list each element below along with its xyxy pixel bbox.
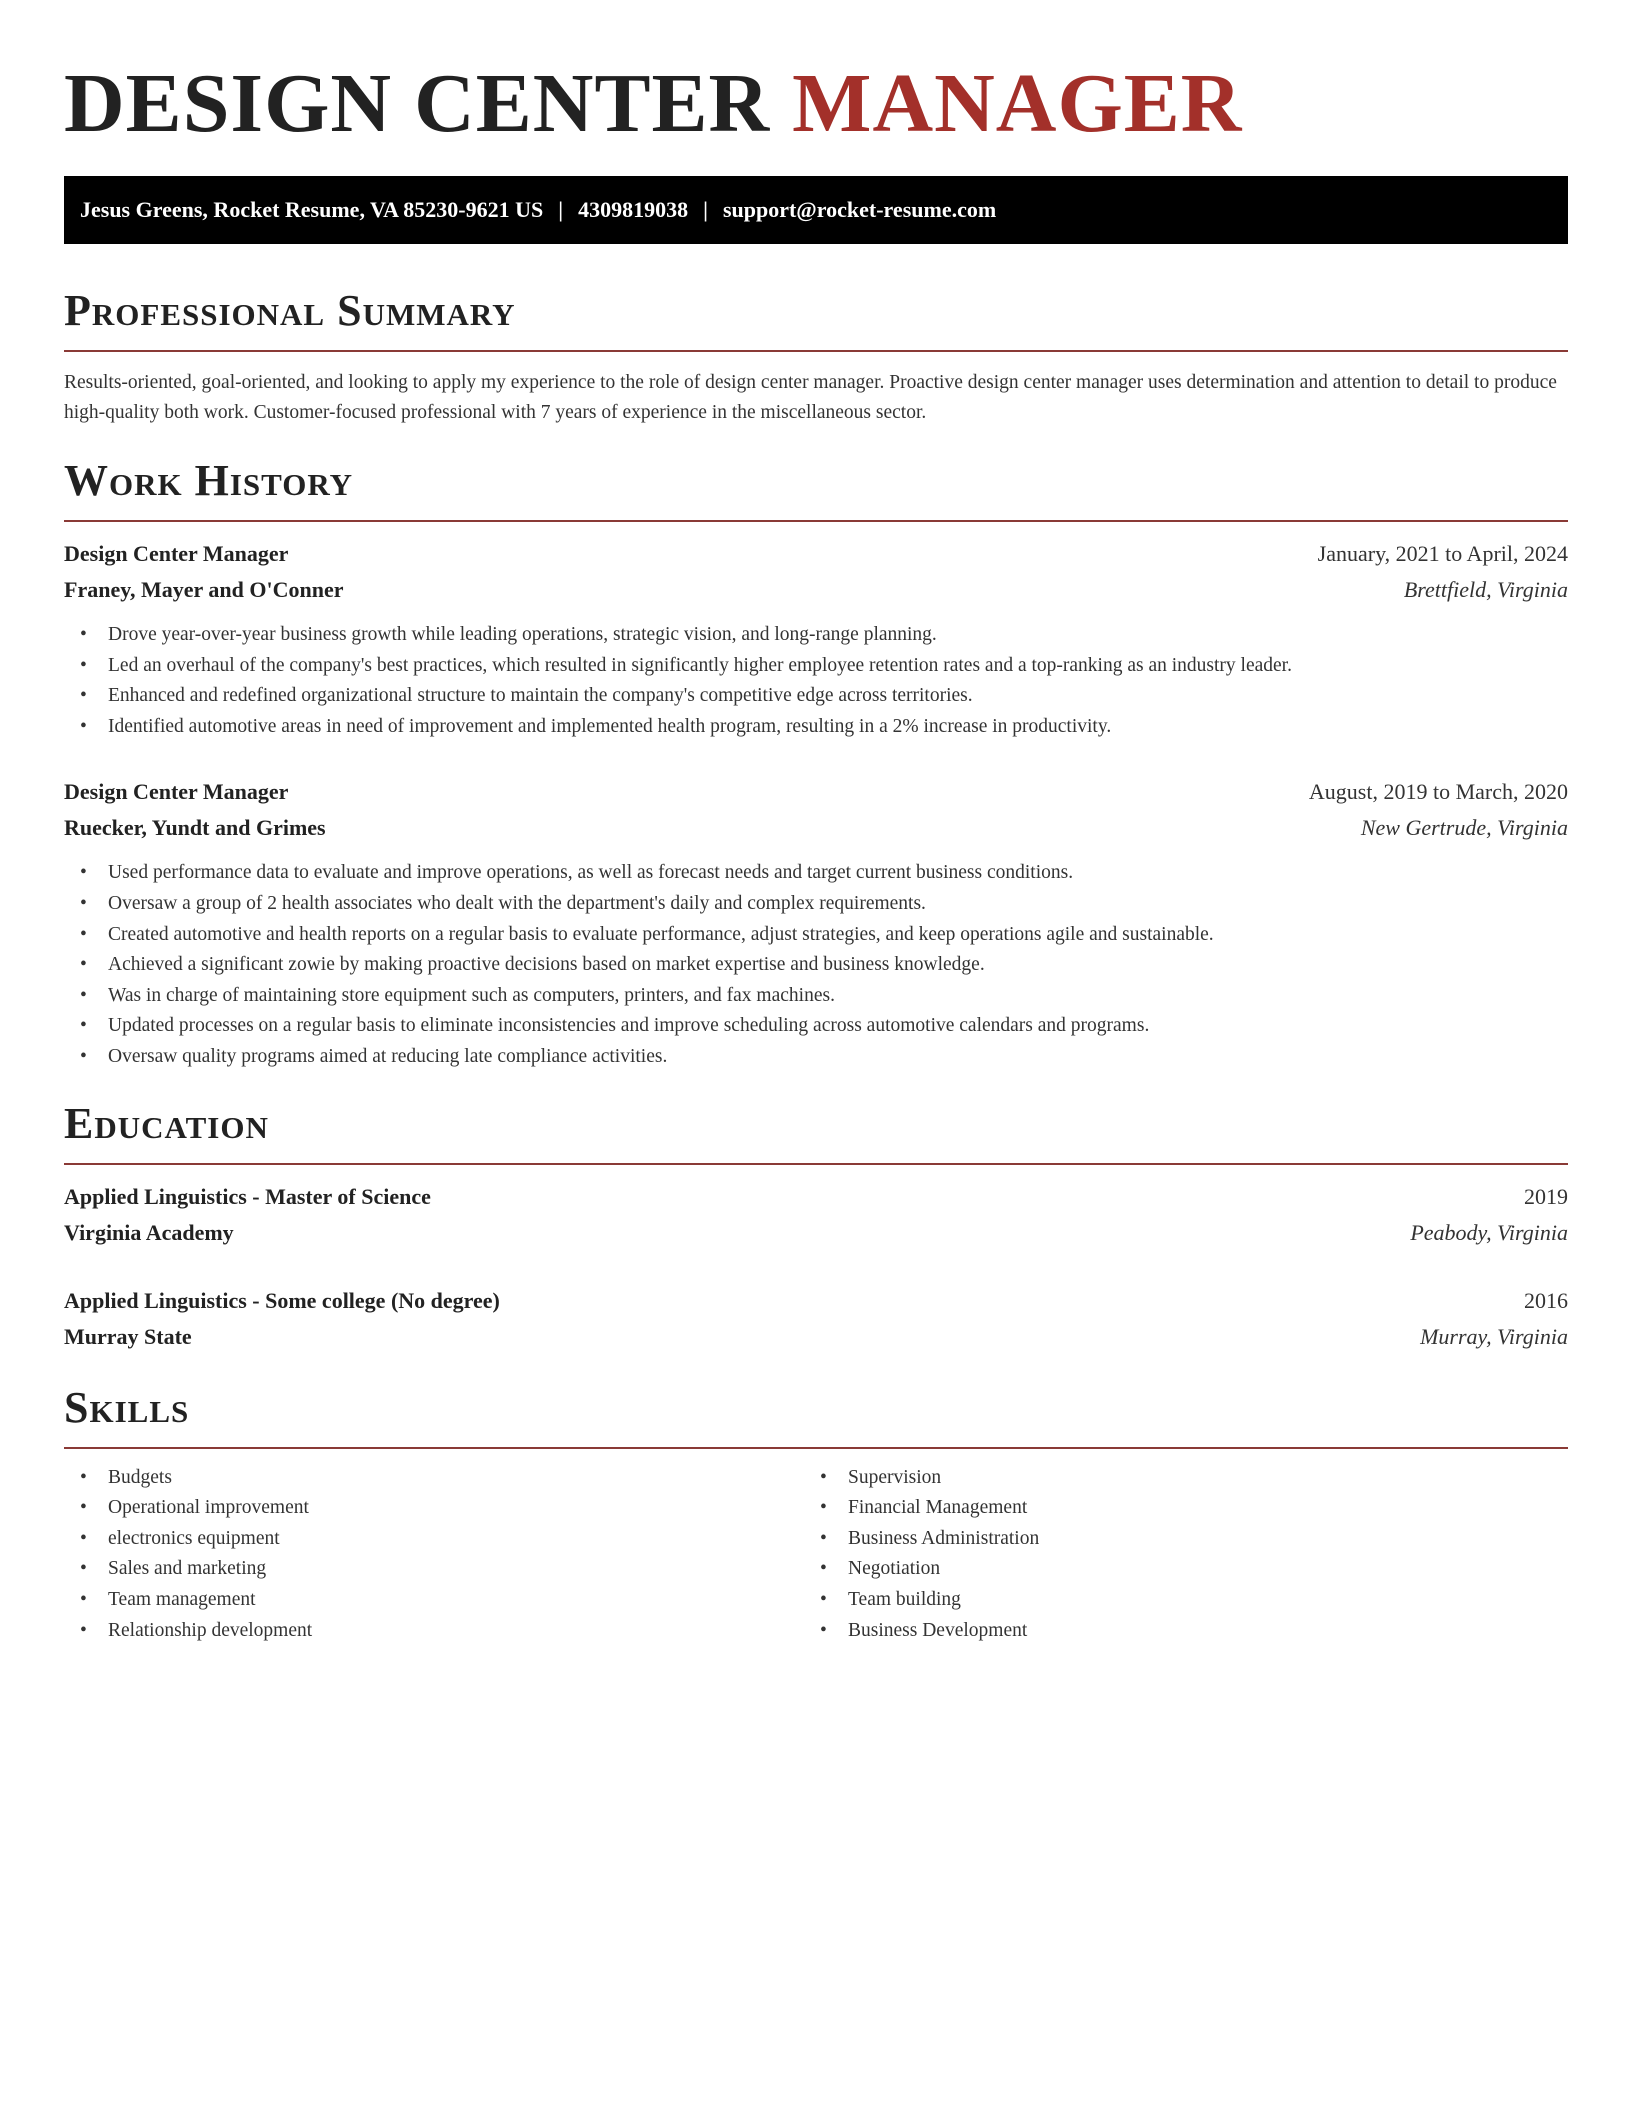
resume-page	[64, 0, 1568, 1646]
contact-bar	[64, 176, 1568, 244]
job-dates: August, 2019 to March, 2020	[1308, 779, 1568, 805]
skills-title: Skills	[64, 1382, 190, 1432]
section-divider	[64, 520, 1568, 522]
skill-item: • Team building	[804, 1585, 1544, 1616]
skill-item: • Negotiation	[804, 1554, 1544, 1585]
job-company-row	[64, 572, 1568, 608]
summary-text: Results-oriented, goal-oriented, and looking to apply my experience to the role of design center manager. Proactive design center manager uses determination and attention to detail to produce high-quality both work. Customer-focused professional with 7 years of experience in the miscellaneous sector.	[64, 372, 1557, 423]
skill-item: • Sales and marketing	[64, 1554, 804, 1585]
name-part-2: MANAGER	[792, 57, 1243, 150]
job-bullet: • Drove year-over-year business growth while leading operations, strategic vision, and long-range planning.	[64, 620, 1568, 651]
contact-separator: |	[558, 197, 564, 222]
education-header-row	[64, 1179, 1568, 1215]
skill-item: • Team management	[64, 1585, 804, 1616]
resume-name-heading	[64, 56, 1568, 152]
skill-item: • Business Development	[804, 1616, 1544, 1647]
job-position: Design Center Manager	[64, 779, 289, 805]
education-title: Education	[64, 1098, 269, 1148]
work-history-section	[64, 456, 1568, 1073]
job-location: Brettfield, Virginia	[1403, 577, 1568, 602]
job-position: Design Center Manager	[64, 541, 289, 566]
job-bullet: • Identified automotive areas in need of improvement and implemented health program, resulting in a 2% increase in productivity.	[64, 712, 1568, 743]
job-company: Franey, Mayer and O'Conner	[64, 577, 344, 602]
skills-grid	[64, 1463, 1568, 1647]
job-bullet: • Led an overhaul of the company's best practices, which resulted in significantly higher employee retention rates and a top-ranking as an industry leader.	[64, 651, 1568, 682]
education-location: Peabody, Virginia	[1410, 1219, 1568, 1245]
skill-item: • Financial Management	[804, 1493, 1544, 1524]
job-company: Ruecker, Yundt and Grimes	[64, 815, 326, 841]
job-bullet-list	[64, 620, 1568, 742]
skill-item: • Budgets	[64, 1463, 804, 1494]
education-year: 2019	[1524, 1183, 1568, 1209]
job-location: New Gertrude, Virginia	[1360, 815, 1568, 841]
job-bullet: • Oversaw quality programs aimed at reducing late compliance activities.	[64, 1042, 1568, 1073]
education-school-row	[64, 1215, 1568, 1251]
skill-item: • Business Administration	[804, 1524, 1544, 1555]
job-entry	[64, 774, 1568, 1072]
job-bullet: • Updated processes on a regular basis to eliminate inconsistencies and improve scheduling across automotive calendars and programs.	[64, 1011, 1568, 1042]
skill-item: • electronics equipment	[64, 1524, 804, 1555]
skill-item: • Operational improvement	[64, 1493, 804, 1524]
work-history-title: Work History	[64, 456, 354, 505]
education-degree: Applied Linguistics - Master of Science	[64, 1183, 431, 1209]
skills-column-left	[64, 1463, 804, 1647]
section-divider	[64, 1447, 1568, 1449]
section-divider	[64, 350, 1568, 352]
education-school-row	[64, 1319, 1568, 1355]
job-header-row	[64, 536, 1568, 572]
education-header-row	[64, 1283, 1568, 1319]
education-section	[64, 1099, 1568, 1355]
contact-separator: |	[703, 197, 708, 222]
skills-column-right	[804, 1463, 1544, 1647]
education-location: Murray, Virginia	[1420, 1323, 1568, 1349]
skill-item: • Relationship development	[64, 1616, 804, 1647]
skills-section	[64, 1383, 1568, 1647]
education-entry	[64, 1179, 1568, 1251]
job-company-row	[64, 810, 1568, 846]
education-entry	[64, 1283, 1568, 1355]
summary-section	[64, 286, 1568, 428]
job-dates: January, 2021 to April, 2024	[1317, 541, 1568, 566]
skill-item: • Supervision	[804, 1463, 1544, 1494]
contact-phone: 4309819038	[578, 197, 689, 222]
job-header-row	[64, 774, 1568, 810]
job-bullet-list	[64, 858, 1568, 1072]
job-bullet: • Oversaw a group of 2 health associates who dealt with the department's daily and complex requirements.	[64, 889, 1568, 920]
contact-address: Jesus Greens, Rocket Resume, VA 85230-9621 US	[80, 197, 544, 222]
summary-title: Professional Summary	[64, 286, 516, 335]
job-bullet: • Created automotive and health reports on a regular basis to evaluate performance, adjust strategies, and keep operations agile and sustainable.	[64, 920, 1568, 951]
section-divider	[64, 1163, 1568, 1165]
name-part-1: DESIGN CENTER	[64, 57, 771, 150]
education-school: Murray State	[64, 1323, 192, 1349]
contact-email: support@rocket-resume.com	[722, 197, 997, 222]
job-bullet: • Used performance data to evaluate and improve operations, as well as forecast needs and target current business conditions.	[64, 858, 1568, 889]
job-bullet: • Achieved a significant zowie by making proactive decisions based on market expertise and business knowledge.	[64, 950, 1568, 981]
job-bullet: • Was in charge of maintaining store equipment such as computers, printers, and fax machines.	[64, 981, 1568, 1012]
education-degree: Applied Linguistics - Some college (No degree)	[64, 1287, 500, 1313]
job-bullet: • Enhanced and redefined organizational structure to maintain the company's competitive edge across territories.	[64, 681, 1568, 712]
education-year: 2016	[1524, 1287, 1568, 1313]
job-entry	[64, 536, 1568, 742]
education-school: Virginia Academy	[64, 1219, 234, 1245]
